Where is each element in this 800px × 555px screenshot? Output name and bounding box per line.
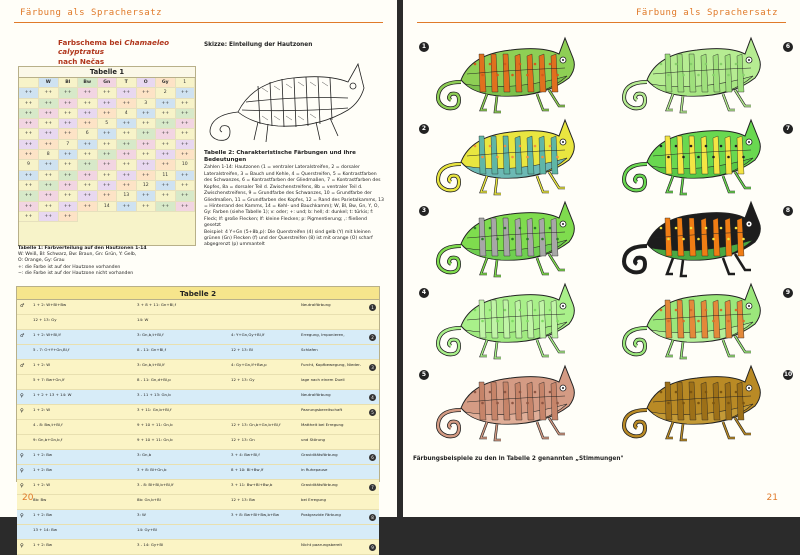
table-1-cell: ++ — [98, 191, 118, 201]
table-1-cell: ++ — [19, 202, 39, 212]
caption-line: +: die Farbe ist auf der Hautzone vorhanden — [18, 264, 121, 270]
table-2-cell: 4 - 8: Bw,t+Bl,f — [33, 422, 63, 427]
table-1-cell: ++ — [117, 160, 137, 170]
table-1-cell: ++ — [176, 191, 196, 201]
figure-number-badge: 1 — [419, 42, 429, 52]
table-1-cell: ++ — [59, 202, 79, 212]
mood-number-badge: 7 — [369, 484, 376, 491]
table-1-cell: ++ — [78, 171, 98, 181]
table-1-cell: ++ — [19, 150, 39, 160]
table-1-cell: ++ — [98, 150, 118, 160]
table-2-row — [17, 525, 379, 540]
table-2-cell: 3 + 11: Gn,b+Bl,f — [137, 407, 172, 412]
table-1-cell: ++ — [19, 119, 39, 129]
sex-symbol: ♀ — [20, 393, 24, 399]
figure-caption: Färbungsbeispiele zu den in Tabelle 2 genannten „Stimmungen" — [413, 456, 624, 462]
table-2-cell: Mattheit bei Erregung — [301, 422, 344, 427]
table-2-cell: 14: W — [137, 317, 149, 322]
mood-number-badge: 8 — [369, 514, 376, 521]
table-2-cell: bei Erregung — [301, 497, 326, 502]
table-2-cell: 8 - 11: Gn,d+Bl,p — [137, 377, 171, 382]
table-1-cell: ++ — [39, 181, 59, 191]
table-1-cell: ++ — [156, 160, 176, 170]
figure-number-badge: 2 — [419, 124, 429, 134]
table-1-cell: ++ — [137, 109, 157, 119]
table-1-cell: ++ — [176, 99, 196, 109]
table-1-cell: ++ — [78, 202, 98, 212]
table-1-zone: 9 — [19, 160, 39, 170]
table-2-cell: 1 + 2: W — [33, 482, 51, 487]
figure-number-badge: 10 — [783, 371, 793, 378]
table-1-cell: ++ — [39, 140, 59, 150]
table-1-cell: ++ — [19, 171, 39, 181]
table-2-cell: Schlafen — [301, 347, 318, 352]
page-number: 21 — [766, 493, 778, 503]
table-2-cell: 12 + 13: Gy — [33, 317, 57, 322]
table-1-cell: ++ — [19, 88, 39, 98]
table-2-cell: Neutralfärbung — [301, 392, 331, 397]
chameleon-figure — [431, 280, 581, 360]
table-1-cell: ++ — [117, 129, 137, 139]
table-1-cell: ++ — [117, 202, 137, 212]
table-2-cell: 1 + 2: Bw — [33, 467, 53, 472]
table-2-explanation-body: Zahlen 1-14: Hautzonen (1 = ventraler Lateralstreifen, 2 = dorsaler Lateralstreifen, 3 = Bauch und Kehle, 4 = Querstreifen, 5 = Kontrastfarben des Schwanzes, 6 = Kontrastfarben der Gliedmaßen, 7 = Kontrastfarben des Kopfes, 8a = dorsaler Teil d. Zwischenstreifens, 8b = ventraler Teil d. Zwischenstreifens, 9 = Grundfarbe des Schwanzes, 10 = Grundfarbe der Gliedmaßen, 11 = Grundfarben des Kopfes, 12 = Rand des Parietalkamms, 13 = Hinterrand des Kamms, 14 = Kehl- und Bauchkamm); W, Bl, Bw, Gn, Y, O, Gy: Farben (siehe Tabelle 1); v: oder; +: und; b: hell; d: dunkel; t: türkis; f: Fleck; lf: große Flecken; lf: kleine Flecken; p: Pigmentierung; ,: fließend gesetzt — [204, 165, 384, 229]
table-2-cell: 8 + 10: Bl+Bw,lf — [231, 467, 264, 472]
table-1-cell: ++ — [176, 140, 196, 150]
table-1-cell: ++ — [98, 88, 118, 98]
table-2-row — [17, 360, 379, 375]
table-1-cell: ++ — [137, 202, 157, 212]
table-1-cell: ++ — [98, 99, 118, 109]
table-2-cell: 9 + 10 + 11: Gn,b — [137, 422, 173, 427]
table-1-cell: ++ — [176, 119, 196, 129]
table-1-cell: ++ — [19, 212, 39, 222]
table-1-cell: ++ — [59, 109, 79, 119]
table-1-cell: ++ — [39, 99, 59, 109]
table-2-cell: Graviditätsfärbung — [301, 452, 338, 457]
table-1-zone: 3 — [137, 99, 157, 109]
mood-number-badge: 6 — [369, 454, 376, 461]
table-1-header-cell: Bw — [78, 78, 98, 88]
table-1-cell: ++ — [59, 150, 79, 160]
table-1-cell: ++ — [117, 99, 137, 109]
table-2-cell: 9: Gn,b+Gn,b,f — [33, 437, 63, 442]
table-1-cell: ++ — [176, 129, 196, 139]
table-1-cell: ++ — [59, 181, 79, 191]
table-1-zone: 14 — [98, 202, 118, 212]
table-1-cell: ++ — [78, 109, 98, 119]
table-1-cell: ++ — [59, 191, 79, 201]
table-2-cell: 1 + 2 + 13 + 14: W — [33, 392, 72, 397]
table-1-cell: ++ — [78, 119, 98, 129]
scheme-title — [58, 38, 198, 66]
running-head: Färbung als Sprachersatz — [635, 8, 778, 18]
table-1-header-cell: Gn — [98, 78, 118, 88]
table-2-cell: 5 - 7: O+Y+Gn,Bl,f — [33, 347, 70, 352]
table-2-cell: 3 - 11 + 13: Gn,b — [137, 392, 171, 397]
table-2-cell: lage nach einem Duell — [301, 377, 345, 382]
table-2-row — [17, 375, 379, 390]
table-1-cell: ++ — [59, 160, 79, 170]
sex-symbol: ♀ — [20, 408, 24, 414]
table-1-cell: ++ — [156, 181, 176, 191]
table-2-explanation-title: Tabelle 2: Charakteristische Färbungen und ihre Bedeutungen — [204, 150, 356, 163]
chameleon-figure — [617, 116, 767, 196]
table-1-header-cell: Bl — [59, 78, 79, 88]
mood-number-badge: 5 — [369, 409, 376, 416]
table-1-cell: ++ — [19, 191, 39, 201]
table-1-cell: ++ — [39, 191, 59, 201]
table-2-cell: 12 + 13: Gn,b+Gn,b+Bl,f — [231, 422, 281, 427]
table-2-cell: 3 + 8: Bw+Bl+Bw,b+Bw — [231, 512, 280, 517]
table-1-cell: ++ — [156, 129, 176, 139]
table-1-cell: ++ — [156, 191, 176, 201]
table-1-zone: 7 — [59, 140, 79, 150]
sex-symbol: ♀ — [20, 468, 24, 474]
scheme-title-prefix: Farbschema bei — [58, 38, 125, 47]
table-2-cell: 1 + 2: Bw — [33, 542, 53, 547]
sex-symbol: ♀ — [20, 513, 24, 519]
table-2-cell: 3 - 8: Bl+Bl,b+Bl,lf — [137, 482, 174, 487]
caption-line: W: Weiß, Bl: Schwarz, Bw: Braun, Gn: Grün, Y: Gelb, — [18, 252, 137, 258]
table-2-cell: 3 + 8 + 11: Gn+Bl,f — [137, 302, 177, 307]
table-1-cell: ++ — [39, 119, 59, 129]
table-1-cell: ++ — [156, 150, 176, 160]
table-1-cell: ++ — [137, 191, 157, 201]
table-2-row — [17, 330, 379, 345]
table-1-caption-title: Tabelle 1: Farbverteilung auf den Hautzonen 1-14 — [18, 246, 147, 251]
table-1-cell: ++ — [156, 99, 176, 109]
table-1-cell: ++ — [78, 140, 98, 150]
table-1-cell: ++ — [176, 202, 196, 212]
table-1-zone: 5 — [98, 119, 118, 129]
table-2-cell: Graviditätsfärbung — [301, 482, 338, 487]
table-2-cell: 3: Gn,b — [137, 452, 152, 457]
page-number: 20 — [22, 493, 34, 503]
table-1-cell: ++ — [117, 181, 137, 191]
table-1-cell: ++ — [19, 109, 39, 119]
table-2-cell: 8 - 11: Gn+Bl,f — [137, 347, 166, 352]
table-1-cell: ++ — [78, 191, 98, 201]
table-1-caption — [18, 246, 198, 277]
left-page — [0, 0, 397, 550]
sex-symbol: ♂ — [20, 333, 25, 339]
caption-line: O: Orange, Gy: Grau — [18, 258, 65, 264]
table-2-rows — [17, 300, 379, 555]
table-1-cell: ++ — [59, 171, 79, 181]
table-2-cell: Furcht, Kopfbewegung, Nieder- — [301, 362, 361, 367]
table-2-row — [17, 540, 379, 555]
table-1-cell: ++ — [78, 150, 98, 160]
caption-line: −: die Farbe ist auf der Hautzone nicht vorhanden — [18, 270, 134, 276]
sex-symbol: ♀ — [20, 543, 24, 549]
table-1-cell: ++ — [39, 160, 59, 170]
table-2-cell: Postgravide Färbung — [301, 512, 341, 517]
mood-number-badge: 3 — [369, 364, 376, 371]
table-1-header-cell: Gy — [156, 78, 176, 88]
table-1-header-cell: T — [117, 78, 137, 88]
table-2-cell: Nicht paarungsbereit — [301, 542, 343, 547]
table-1-cell: ++ — [78, 88, 98, 98]
table-1-zone: 8 — [39, 150, 59, 160]
table-2-cell: 3 + 8: Bl+Gn,b — [137, 467, 167, 472]
table-2-cell: 1 + 2: Bw — [33, 512, 53, 517]
figure-number-badge: 5 — [419, 370, 429, 380]
figure-number-badge: 9 — [783, 288, 793, 298]
table-2-cell: 1 + 2: W — [33, 362, 51, 367]
table-1-cell: ++ — [137, 160, 157, 170]
table-1-zone: 2 — [156, 88, 176, 98]
table-1-cell: ++ — [137, 88, 157, 98]
table-2-title: Tabelle 2 — [17, 287, 379, 300]
table-1-cell: ++ — [59, 212, 79, 222]
sex-symbol: ♂ — [20, 363, 25, 369]
table-1-cell: ++ — [39, 109, 59, 119]
sex-symbol: ♀ — [20, 453, 24, 459]
table-1-zone: 12 — [137, 181, 157, 191]
table-1-cell: ++ — [59, 129, 79, 139]
table-2-cell: 4: Gy+Gn,lf+Bw,p — [231, 362, 267, 367]
table-2-cell: 3: Gn,b,t+Bl,f — [137, 332, 164, 337]
running-head: Färbung als Sprachersatz — [20, 8, 163, 18]
table-1-cell: ++ — [98, 171, 118, 181]
table-1-cell: ++ — [78, 160, 98, 170]
table-1-zone: 1 — [176, 78, 196, 88]
table-2-cell: 3: Gn,b,t+Bl,lf — [137, 362, 165, 367]
table-1-zone: 10 — [176, 160, 196, 170]
table-1-zone: 11 — [156, 171, 176, 181]
table-2-cell: Erregung, Imponieren, — [301, 332, 345, 337]
table-1-cell: ++ — [19, 129, 39, 139]
table-1-cell: ++ — [156, 109, 176, 119]
mood-number-badge: 2 — [369, 334, 376, 341]
table-2-cell: 3 - 14: Gy+Bl — [137, 542, 164, 547]
mood-number-badge: 9 — [369, 544, 376, 551]
scheme-title-species: Chamaeleo calyptratus — [58, 38, 170, 57]
table-1-cell: ++ — [19, 140, 39, 150]
chameleon-figure — [431, 362, 581, 442]
chameleon-figure — [617, 280, 767, 360]
table-2-row — [17, 495, 379, 510]
table-2-cell: 12 + 13: Bl — [231, 347, 253, 352]
table-2-cell: 3 + 11: Bw+Bl+Bw,b — [231, 482, 273, 487]
table-2-row — [17, 420, 379, 435]
table-1-cell: ++ — [117, 171, 137, 181]
table-2-cell: 12 + 13: Gy — [231, 377, 255, 382]
table-2-cell: 1 + 2: W — [33, 407, 51, 412]
table-2-cell: 8b: Gn,b+Bl — [137, 497, 161, 502]
table-2-cell: 1 + 2: W+Bl+Bw — [33, 302, 67, 307]
table-1-header-cell: W — [39, 78, 59, 88]
table-1-cell: ++ — [19, 99, 39, 109]
table-2-cell: 3: W — [137, 512, 146, 517]
table-1-cell: ++ — [176, 88, 196, 98]
table-2-row — [17, 300, 379, 315]
table-2-cell: 1 + 2: Bw — [33, 452, 53, 457]
table-2-cell: 14: Gy+Bl — [137, 527, 157, 532]
figure-number-badge: 7 — [783, 124, 793, 134]
scheme-title-author: nach Nečas — [58, 56, 105, 66]
table-1-cell: ++ — [39, 129, 59, 139]
figure-number-badge: 6 — [783, 42, 793, 52]
table-1-cell: ++ — [59, 99, 79, 109]
table-1-cell: ++ — [117, 140, 137, 150]
header-rule — [417, 22, 786, 23]
table-1-cell: ++ — [156, 140, 176, 150]
table-1-cell: ++ — [137, 119, 157, 129]
table-2-cell: 9 + 10 + 11: Gn,b — [137, 437, 173, 442]
mood-number-badge: 1 — [369, 304, 376, 311]
table-2-cell: 12 + 13: Gn — [231, 437, 255, 442]
table-1-cell: ++ — [39, 212, 59, 222]
table-2-row — [17, 510, 379, 525]
table-1-cell: ++ — [98, 181, 118, 191]
table-1-cell: ++ — [59, 119, 79, 129]
table-1-cell: ++ — [39, 202, 59, 212]
chameleon-figure — [617, 362, 767, 442]
table-1-grid — [19, 78, 195, 222]
table-2-row — [17, 450, 379, 465]
table-1-header-cell — [19, 78, 39, 88]
chameleon-figure — [431, 34, 581, 114]
table-1-cell: ++ — [59, 88, 79, 98]
table-1-cell: ++ — [176, 171, 196, 181]
table-1-zone: 6 — [78, 129, 98, 139]
table-2-explanation — [204, 150, 384, 249]
table-2-cell: 5 + 7: Bw+Gn,lf — [33, 377, 65, 382]
table-1-cell: ++ — [137, 140, 157, 150]
table-2-row — [17, 480, 379, 495]
table-2-cell: 1 + 2: W+Bl,lf — [33, 332, 61, 337]
table-2-cell: in Ruhepause — [301, 467, 328, 472]
table-1-cell: ++ — [176, 150, 196, 160]
sketch-title: Skizze: Einteilung der Hautzonen — [204, 42, 313, 48]
sex-symbol: ♀ — [20, 483, 24, 489]
sex-symbol: ♂ — [20, 303, 25, 309]
table-1-cell: ++ — [137, 129, 157, 139]
table-2-cell: 8b: Bw — [33, 497, 47, 502]
header-rule — [14, 22, 383, 23]
table-2-cell: Neutralfärbung — [301, 302, 331, 307]
table-1-cell: ++ — [137, 150, 157, 160]
table-2-cell: 13 + 14: Bw — [33, 527, 58, 532]
table-1-cell: ++ — [78, 181, 98, 191]
table-2-row — [17, 465, 379, 480]
table-1-cell: ++ — [156, 202, 176, 212]
table-2-cell: und Störung — [301, 437, 326, 442]
chameleon-figure — [431, 116, 581, 196]
figure-number-badge: 4 — [419, 288, 429, 298]
table-1-cell: ++ — [117, 119, 137, 129]
right-page — [403, 0, 800, 517]
figure-number-badge: 3 — [419, 206, 429, 216]
table-2-row — [17, 390, 379, 405]
table-1-cell: ++ — [19, 181, 39, 191]
table-1-cell: ++ — [98, 109, 118, 119]
table-1-zone: 13 — [117, 191, 137, 201]
table-2-example: Beispiel: 4 Y+Gn (5+8b,p): Die Querstreifen (4) sind gelb (Y) mit kleinen grünen (Gn) Flecken (f) und der Querstreifen (8) ist mit orange (O) scharf abgegrenzt (p) ummantelt — [204, 229, 373, 248]
chameleon-figure — [617, 198, 767, 278]
table-1-cell: ++ — [98, 140, 118, 150]
table-2-row — [17, 345, 379, 360]
mood-number-badge: 4 — [369, 394, 376, 401]
table-1-cell: ++ — [156, 119, 176, 129]
table-1-cell: ++ — [137, 171, 157, 181]
chameleon-zone-sketch — [198, 52, 368, 147]
table-1-zone: 4 — [117, 109, 137, 119]
table-1-cell: ++ — [39, 88, 59, 98]
table-1-cell: ++ — [78, 99, 98, 109]
table-1 — [18, 66, 196, 246]
chameleon-figure — [617, 34, 767, 114]
table-1-header-cell: O — [137, 78, 157, 88]
table-2-row — [17, 435, 379, 450]
chameleon-figure — [431, 198, 581, 278]
table-1-cell: ++ — [176, 109, 196, 119]
table-2-cell: Paarungsbereitschaft — [301, 407, 343, 412]
table-1-cell: ++ — [117, 150, 137, 160]
table-1-cell: ++ — [39, 171, 59, 181]
table-2-cell: 12 + 13: Bw — [231, 497, 256, 502]
table-1-cell: ++ — [117, 88, 137, 98]
table-1-cell: ++ — [98, 129, 118, 139]
table-1-cell: ++ — [98, 160, 118, 170]
table-2-cell: 3 + 4: Bw+Bl,f — [231, 452, 260, 457]
table-2-row — [17, 315, 379, 330]
figure-number-badge: 8 — [783, 206, 793, 216]
table-1-title: Tabelle 1 — [19, 67, 195, 78]
table-2-row — [17, 405, 379, 420]
table-2-cell: 4: Y+Gn,Gy+Bl,lf — [231, 332, 265, 337]
table-1-cell: ++ — [176, 181, 196, 191]
